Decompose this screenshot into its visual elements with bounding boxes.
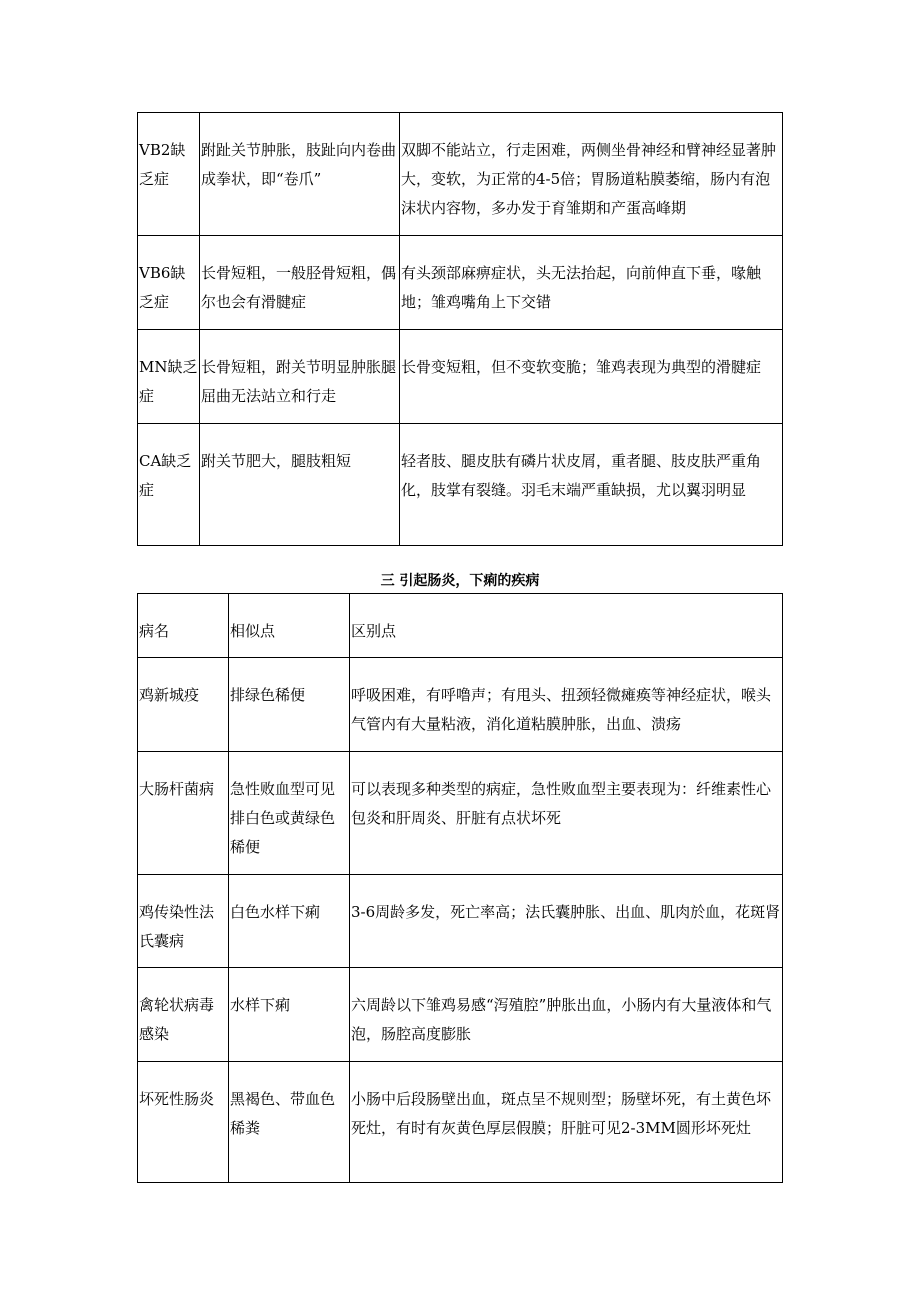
- similarity-cell: 排绿色稀便: [229, 658, 350, 752]
- difference-cell: 小肠中后段肠壁出血，斑点呈不规则型；肠壁坏死，有土黄色坏死灶，有时有灰黄色厚层假膜；肝脏可见2-3MM圆形坏死灶: [350, 1062, 783, 1183]
- similarity-cell: 跗关节肥大，腿肢粗短: [200, 424, 400, 546]
- disease-name-cell: VB2缺乏症: [138, 113, 200, 236]
- similarity-cell: 跗趾关节肿胀，肢趾向内卷曲成拳状，即“卷爪”: [200, 113, 400, 236]
- table-row: [138, 875, 783, 968]
- table-row: [138, 658, 783, 752]
- difference-cell: 呼吸困难，有呼噜声；有甩头、扭颈轻微瘫痪等神经症状，喉头气管内有大量粘液，消化道粘膜肿胀，出血、溃疡: [350, 658, 783, 752]
- similarity-cell: 长骨短粗，跗关节明显肿胀腿屈曲无法站立和行走: [200, 330, 400, 424]
- similarity-cell: 白色水样下痢: [229, 875, 350, 968]
- disease-name-cell: CA缺乏症: [138, 424, 200, 546]
- enteritis-diarrhea-comparison-table: [137, 593, 783, 1183]
- header-difference: 区别点: [350, 594, 783, 658]
- table-row: [138, 236, 783, 330]
- disease-name-cell: MN缺乏症: [138, 330, 200, 424]
- similarity-cell: 水样下痢: [229, 968, 350, 1062]
- table-row: [138, 752, 783, 875]
- table-row: [138, 1062, 783, 1183]
- table-row: [138, 113, 783, 236]
- table-header-row: [138, 594, 783, 658]
- disease-name-cell: 禽轮状病毒感染: [138, 968, 229, 1062]
- header-disease-name: 病名: [138, 594, 229, 658]
- similarity-cell: 黑褐色、带血色稀粪: [229, 1062, 350, 1183]
- difference-cell: 3-6周龄多发，死亡率高；法氏囊肿胀、出血、肌肉於血，花斑肾: [350, 875, 783, 968]
- section-heading: 三 引起肠炎，下痢的疾病: [380, 573, 540, 589]
- table-row: [138, 424, 783, 546]
- disease-name-cell: VB6缺乏症: [138, 236, 200, 330]
- difference-cell: 轻者肢、腿皮肤有磷片状皮屑，重者腿、肢皮肤严重角化，肢掌有裂缝。羽毛末端严重缺损，尤以翼羽明显: [400, 424, 783, 546]
- deficiency-comparison-table: [137, 112, 783, 546]
- difference-cell: 有头颈部麻痹症状，头无法抬起，向前伸直下垂，喙触地；雏鸡嘴角上下交错: [400, 236, 783, 330]
- similarity-cell: 长骨短粗，一般胫骨短粗，偶尔也会有滑腱症: [200, 236, 400, 330]
- disease-name-cell: 大肠杆菌病: [138, 752, 229, 875]
- table-row: [138, 968, 783, 1062]
- difference-cell: 长骨变短粗，但不变软变脆；雏鸡表现为典型的滑腱症: [400, 330, 783, 424]
- difference-cell: 双脚不能站立，行走困难，两侧坐骨神经和臂神经显著肿大，变软，为正常的4-5倍；胃肠道粘膜萎缩，肠内有泡沫状内容物，多办发于育雏期和产蛋高峰期: [400, 113, 783, 236]
- disease-name-cell: 鸡新城疫: [138, 658, 229, 752]
- similarity-cell: 急性败血型可见排白色或黄绿色稀便: [229, 752, 350, 875]
- table-row: [138, 330, 783, 424]
- header-similarity: 相似点: [229, 594, 350, 658]
- difference-cell: 六周龄以下雏鸡易感“泻殖腔”肿胀出血，小肠内有大量液体和气泡，肠腔高度膨胀: [350, 968, 783, 1062]
- disease-name-cell: 坏死性肠炎: [138, 1062, 229, 1183]
- disease-name-cell: 鸡传染性法氏囊病: [138, 875, 229, 968]
- difference-cell: 可以表现多种类型的病症，急性败血型主要表现为：纤维素性心包炎和肝周炎、肝脏有点状坏死: [350, 752, 783, 875]
